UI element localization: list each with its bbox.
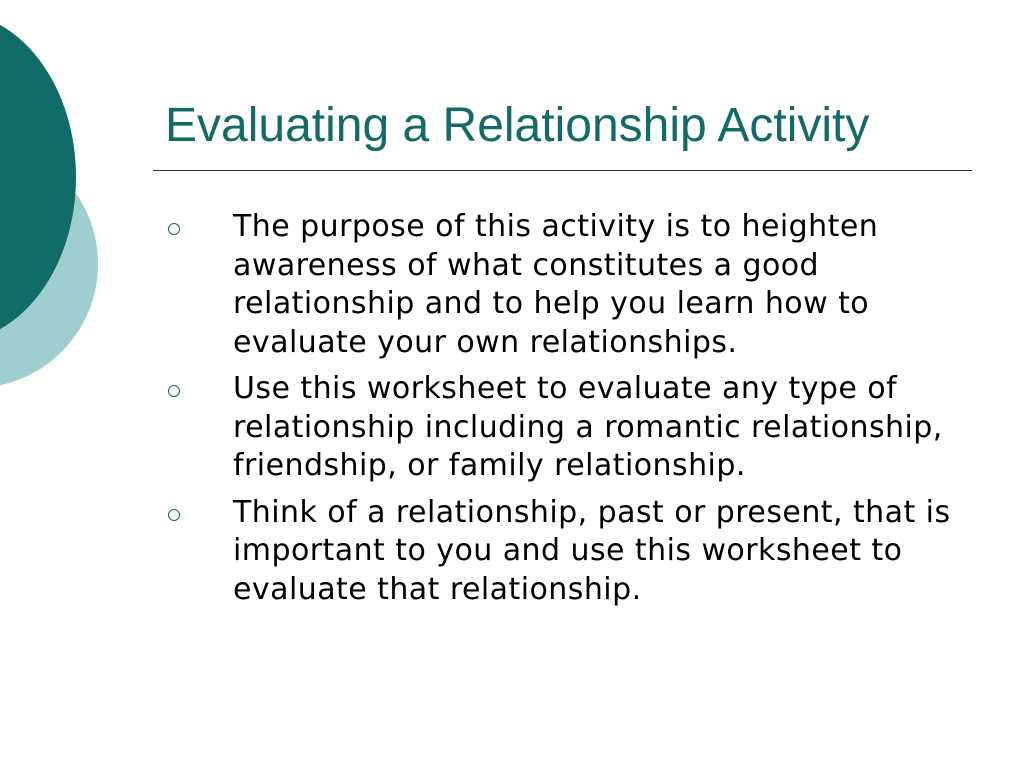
bullet-text: The purpose of this activity is to heighten awareness of what constitutes a good relationship and to help you learn how to evaluate your own relationships. xyxy=(233,209,879,360)
bullet-item-purpose xyxy=(160,208,980,362)
bullet-text: Think of a relationship, past or present, that is important to you and use this worksheet to evaluate that relationship. xyxy=(233,494,951,607)
bullet-text: Use this worksheet to evaluate any type of relationship including a romantic relationship, friendship, or family relationship. xyxy=(233,371,943,483)
bullet-list xyxy=(160,208,980,617)
bullet-item-usage xyxy=(160,370,980,486)
slide-title: Evaluating a Relationship Activity xyxy=(165,99,870,152)
bullet-item-instructions xyxy=(160,494,980,610)
hollow-circle-bullet-icon xyxy=(168,385,180,397)
hollow-circle-bullet-icon xyxy=(168,509,180,521)
title-divider xyxy=(153,170,972,171)
hollow-circle-bullet-icon xyxy=(168,223,180,235)
